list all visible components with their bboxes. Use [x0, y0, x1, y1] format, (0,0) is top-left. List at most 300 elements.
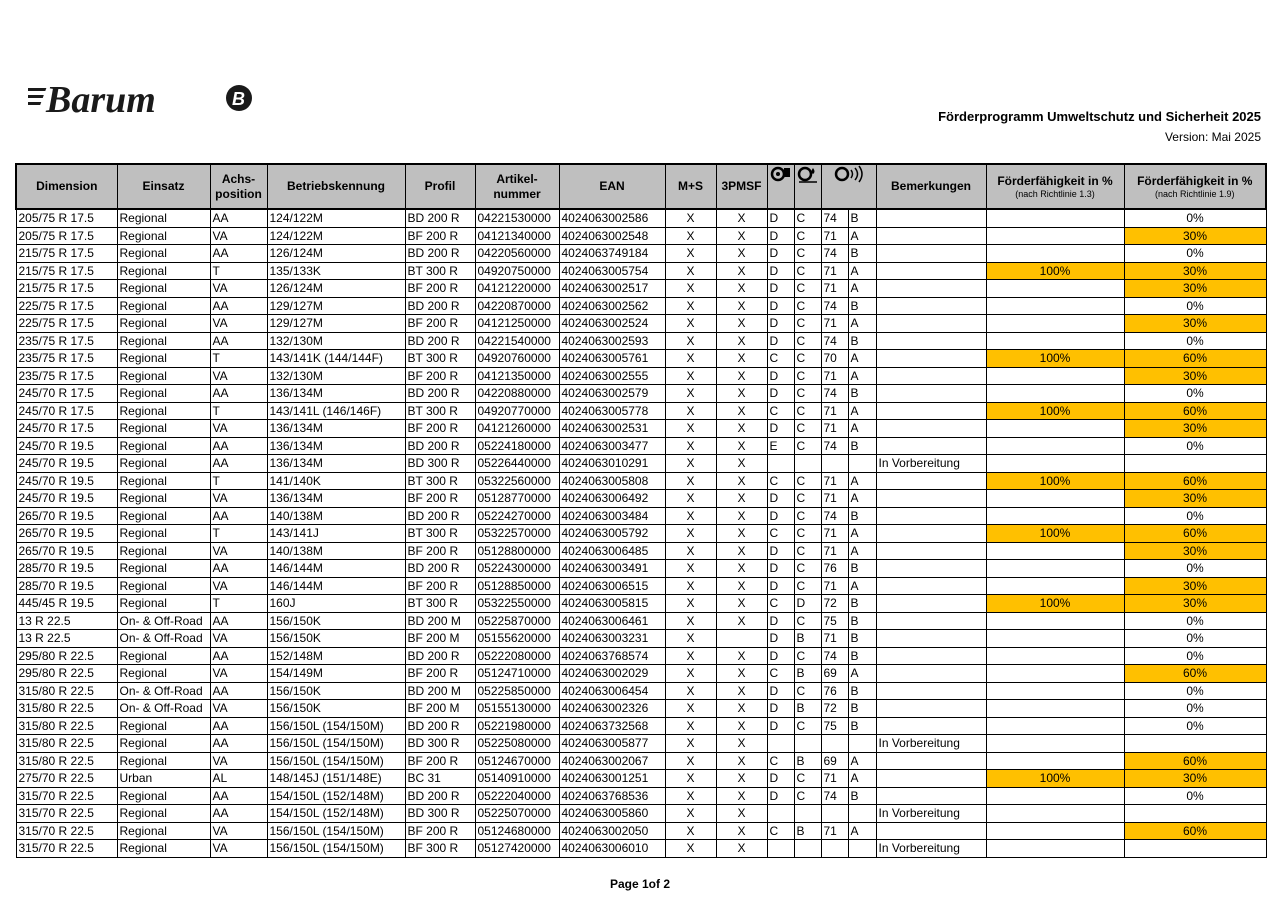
col-bemerkungen: Bemerkungen — [876, 164, 986, 209]
cell-profil: BF 200 R — [405, 420, 475, 438]
cell-bemerkungen — [876, 297, 986, 315]
cell-fuel-class: D — [767, 507, 794, 525]
cell-noise-db: 71 — [821, 402, 848, 420]
cell-einsatz: Regional — [117, 297, 210, 315]
cell-bemerkungen — [876, 752, 986, 770]
cell-betriebskennung: 154/150L (152/148M) — [267, 805, 405, 823]
col-achsposition — [210, 164, 267, 209]
cell-ean: 4024063003484 — [559, 507, 665, 525]
cell-noise-db: 74 — [821, 297, 848, 315]
cell-bemerkungen — [876, 787, 986, 805]
cell-wetgrip-class: B — [794, 630, 821, 648]
cell-profil: BF 200 R — [405, 367, 475, 385]
cell-artikelnummer: 04121340000 — [475, 227, 559, 245]
cell-einsatz: Regional — [117, 209, 210, 227]
cell-noise-class: A — [848, 367, 876, 385]
cell-betriebskennung: 156/150K — [267, 700, 405, 718]
cell-einsatz: Regional — [117, 350, 210, 368]
cell-ean: 4024063002548 — [559, 227, 665, 245]
col-ean: EAN — [559, 164, 665, 209]
cell-noise-db: 70 — [821, 350, 848, 368]
cell-wetgrip-class: C — [794, 682, 821, 700]
cell-betriebskennung: 129/127M — [267, 297, 405, 315]
cell-ms: X — [665, 402, 716, 420]
cell-bemerkungen — [876, 630, 986, 648]
cell-wetgrip-class: B — [794, 665, 821, 683]
cell-wetgrip-class: C — [794, 350, 821, 368]
cell-noise-class: B — [848, 560, 876, 578]
cell-artikelnummer: 05322560000 — [475, 472, 559, 490]
cell-dimension: 315/80 R 22.5 — [16, 682, 117, 700]
table-row — [16, 542, 1266, 560]
cell-artikelnummer: 05224180000 — [475, 437, 559, 455]
cell-noise-db: 71 — [821, 420, 848, 438]
cell-3pmsf: X — [716, 805, 767, 823]
cell-noise-class: B — [848, 647, 876, 665]
cell-profil: BF 200 R — [405, 280, 475, 298]
cell-ean: 4024063002067 — [559, 752, 665, 770]
cell-ean: 4024063003477 — [559, 437, 665, 455]
cell-achsposition: T — [210, 350, 267, 368]
cell-achsposition: AA — [210, 717, 267, 735]
cell-betriebskennung: 146/144M — [267, 560, 405, 578]
cell-dimension: 315/80 R 22.5 — [16, 752, 117, 770]
cell-foerder-19: 0% — [1124, 209, 1266, 227]
cell-foerder-19 — [1124, 735, 1266, 753]
cell-wetgrip-class: C — [794, 717, 821, 735]
cell-wetgrip-class: C — [794, 385, 821, 403]
cell-fuel-class: D — [767, 700, 794, 718]
cell-artikelnummer: 05224270000 — [475, 507, 559, 525]
cell-achsposition: AA — [210, 332, 267, 350]
cell-foerder-19 — [1124, 840, 1266, 858]
cell-ms: X — [665, 717, 716, 735]
cell-foerder-13 — [986, 209, 1124, 227]
table-row — [16, 840, 1266, 858]
table-row — [16, 665, 1266, 683]
cell-dimension: 245/70 R 17.5 — [16, 402, 117, 420]
cell-dimension: 215/75 R 17.5 — [16, 280, 117, 298]
cell-profil: BT 300 R — [405, 350, 475, 368]
cell-achsposition: T — [210, 595, 267, 613]
cell-ms: X — [665, 437, 716, 455]
cell-fuel-class: D — [767, 490, 794, 508]
cell-foerder-19: 0% — [1124, 682, 1266, 700]
cell-wetgrip-class: C — [794, 262, 821, 280]
cell-betriebskennung: 152/148M — [267, 647, 405, 665]
cell-bemerkungen — [876, 385, 986, 403]
cell-ean: 4024063002050 — [559, 822, 665, 840]
cell-3pmsf: X — [716, 280, 767, 298]
table-row — [16, 209, 1266, 227]
cell-dimension: 315/70 R 22.5 — [16, 805, 117, 823]
col-dimension: Dimension — [16, 164, 117, 209]
cell-fuel-class: C — [767, 665, 794, 683]
cell-ean: 4024063005877 — [559, 735, 665, 753]
tire-table — [15, 163, 1267, 858]
cell-achsposition: AA — [210, 507, 267, 525]
svg-text:B: B — [232, 89, 245, 109]
cell-foerder-13 — [986, 612, 1124, 630]
cell-bemerkungen — [876, 420, 986, 438]
cell-foerder-19: 0% — [1124, 437, 1266, 455]
cell-foerder-19: 0% — [1124, 332, 1266, 350]
cell-betriebskennung: 156/150L (154/150M) — [267, 735, 405, 753]
cell-artikelnummer: 05222080000 — [475, 647, 559, 665]
cell-profil: BT 300 R — [405, 402, 475, 420]
cell-noise-class: A — [848, 262, 876, 280]
cell-noise-class — [848, 735, 876, 753]
cell-fuel-class: C — [767, 822, 794, 840]
cell-ean: 4024063002531 — [559, 420, 665, 438]
cell-einsatz: Regional — [117, 595, 210, 613]
cell-achsposition: AA — [210, 647, 267, 665]
cell-bemerkungen — [876, 647, 986, 665]
cell-profil: BF 200 M — [405, 630, 475, 648]
cell-profil: BD 200 R — [405, 717, 475, 735]
cell-einsatz: Regional — [117, 455, 210, 473]
cell-achsposition: AA — [210, 437, 267, 455]
cell-ms: X — [665, 665, 716, 683]
noise-icon — [834, 165, 864, 183]
cell-noise-db: 71 — [821, 542, 848, 560]
cell-noise-db: 69 — [821, 752, 848, 770]
cell-betriebskennung: 154/150L (152/148M) — [267, 787, 405, 805]
cell-artikelnummer: 04121350000 — [475, 367, 559, 385]
cell-dimension: 225/75 R 17.5 — [16, 297, 117, 315]
cell-bemerkungen: In Vorbereitung — [876, 805, 986, 823]
cell-foerder-19: 0% — [1124, 245, 1266, 263]
col-foerder-13-note: (nach Richtlinie 1.3) — [1015, 188, 1095, 199]
cell-noise-class: B — [848, 507, 876, 525]
cell-foerder-19: 0% — [1124, 787, 1266, 805]
barum-logo — [28, 78, 258, 118]
cell-achsposition: VA — [210, 665, 267, 683]
cell-ean: 4024063002326 — [559, 700, 665, 718]
cell-noise-db: 71 — [821, 630, 848, 648]
cell-dimension: 275/70 R 22.5 — [16, 770, 117, 788]
cell-noise-class: A — [848, 472, 876, 490]
cell-foerder-19: 60% — [1124, 665, 1266, 683]
cell-ean: 4024063005761 — [559, 350, 665, 368]
col-betriebskennung: Betriebskennung — [267, 164, 405, 209]
cell-dimension: 285/70 R 19.5 — [16, 577, 117, 595]
cell-ms: X — [665, 332, 716, 350]
cell-artikelnummer: 05221980000 — [475, 717, 559, 735]
cell-wetgrip-class: C — [794, 402, 821, 420]
cell-wetgrip-class: C — [794, 315, 821, 333]
cell-fuel-class: D — [767, 577, 794, 595]
cell-noise-db — [821, 735, 848, 753]
cell-noise-db: 69 — [821, 665, 848, 683]
cell-wetgrip-class: C — [794, 770, 821, 788]
cell-foerder-19: 30% — [1124, 367, 1266, 385]
cell-fuel-class: D — [767, 280, 794, 298]
cell-3pmsf: X — [716, 612, 767, 630]
cell-einsatz: Regional — [117, 420, 210, 438]
cell-einsatz: On- & Off-Road — [117, 700, 210, 718]
cell-foerder-13 — [986, 420, 1124, 438]
col-einsatz: Einsatz — [117, 164, 210, 209]
cell-bemerkungen — [876, 209, 986, 227]
cell-achsposition: T — [210, 472, 267, 490]
cell-noise-class: A — [848, 542, 876, 560]
cell-achsposition: VA — [210, 315, 267, 333]
cell-artikelnummer: 05225070000 — [475, 805, 559, 823]
cell-ean: 4024063002562 — [559, 297, 665, 315]
cell-artikelnummer: 04221530000 — [475, 209, 559, 227]
cell-fuel-class: D — [767, 647, 794, 665]
cell-achsposition: AA — [210, 560, 267, 578]
cell-wetgrip-class: C — [794, 209, 821, 227]
cell-bemerkungen: In Vorbereitung — [876, 455, 986, 473]
table-row — [16, 787, 1266, 805]
cell-betriebskennung: 126/124M — [267, 280, 405, 298]
cell-foerder-19: 30% — [1124, 227, 1266, 245]
cell-noise-class: A — [848, 402, 876, 420]
cell-betriebskennung: 135/133K — [267, 262, 405, 280]
cell-ms: X — [665, 700, 716, 718]
svg-text:Barum: Barum — [46, 79, 156, 118]
cell-profil: BD 300 R — [405, 805, 475, 823]
cell-betriebskennung: 136/134M — [267, 420, 405, 438]
cell-fuel-class: D — [767, 420, 794, 438]
cell-foerder-13 — [986, 630, 1124, 648]
cell-noise-class: B — [848, 385, 876, 403]
cell-bemerkungen — [876, 577, 986, 595]
cell-einsatz: Regional — [117, 280, 210, 298]
cell-einsatz: On- & Off-Road — [117, 630, 210, 648]
cell-foerder-19: 30% — [1124, 595, 1266, 613]
cell-noise-class: B — [848, 682, 876, 700]
cell-fuel-class: D — [767, 682, 794, 700]
cell-noise-db: 71 — [821, 472, 848, 490]
cell-einsatz: Regional — [117, 227, 210, 245]
cell-ms: X — [665, 805, 716, 823]
cell-fuel-class: D — [767, 560, 794, 578]
cell-dimension: 315/80 R 22.5 — [16, 717, 117, 735]
cell-fuel-class: D — [767, 787, 794, 805]
cell-foerder-19: 30% — [1124, 280, 1266, 298]
cell-bemerkungen — [876, 717, 986, 735]
cell-ms: X — [665, 472, 716, 490]
cell-betriebskennung: 156/150K — [267, 612, 405, 630]
cell-ean: 4024063006010 — [559, 840, 665, 858]
cell-ean: 4024063002579 — [559, 385, 665, 403]
cell-ms: X — [665, 490, 716, 508]
cell-3pmsf: X — [716, 297, 767, 315]
cell-betriebskennung: 143/141J — [267, 525, 405, 543]
cell-ms: X — [665, 367, 716, 385]
cell-ean: 4024063005815 — [559, 595, 665, 613]
cell-bemerkungen — [876, 350, 986, 368]
cell-profil: BC 31 — [405, 770, 475, 788]
cell-bemerkungen — [876, 245, 986, 263]
cell-profil: BF 200 R — [405, 227, 475, 245]
cell-foerder-19: 60% — [1124, 822, 1266, 840]
cell-achsposition: T — [210, 402, 267, 420]
cell-noise-db: 71 — [821, 227, 848, 245]
cell-foerder-19: 60% — [1124, 752, 1266, 770]
cell-einsatz: Regional — [117, 787, 210, 805]
cell-bemerkungen — [876, 402, 986, 420]
cell-dimension: 445/45 R 19.5 — [16, 595, 117, 613]
cell-ms: X — [665, 822, 716, 840]
cell-ean: 4024063002517 — [559, 280, 665, 298]
cell-achsposition: AL — [210, 770, 267, 788]
cell-bemerkungen — [876, 560, 986, 578]
cell-bemerkungen: In Vorbereitung — [876, 735, 986, 753]
cell-noise-db — [821, 840, 848, 858]
cell-betriebskennung: 146/144M — [267, 577, 405, 595]
cell-noise-db — [821, 455, 848, 473]
table-row — [16, 332, 1266, 350]
cell-bemerkungen — [876, 525, 986, 543]
cell-bemerkungen — [876, 472, 986, 490]
cell-3pmsf: X — [716, 262, 767, 280]
cell-artikelnummer: 04121250000 — [475, 315, 559, 333]
cell-wetgrip-class: C — [794, 525, 821, 543]
fuel-efficiency-icon — [770, 165, 792, 183]
cell-noise-db: 71 — [821, 262, 848, 280]
cell-foerder-13 — [986, 245, 1124, 263]
cell-fuel-class — [767, 735, 794, 753]
cell-betriebskennung: 129/127M — [267, 315, 405, 333]
cell-achsposition: T — [210, 525, 267, 543]
col-3pmsf: 3PMSF — [716, 164, 767, 209]
cell-dimension: 245/70 R 19.5 — [16, 472, 117, 490]
cell-einsatz: Urban — [117, 770, 210, 788]
cell-profil: BF 300 R — [405, 840, 475, 858]
cell-3pmsf: X — [716, 595, 767, 613]
cell-ms: X — [665, 209, 716, 227]
cell-noise-class: A — [848, 770, 876, 788]
cell-artikelnummer: 05225870000 — [475, 612, 559, 630]
cell-noise-db: 76 — [821, 560, 848, 578]
cell-artikelnummer: 04221540000 — [475, 332, 559, 350]
col-foerder-19-label: Förderfähigkeit in % — [1137, 173, 1253, 188]
cell-ean: 4024063005754 — [559, 262, 665, 280]
cell-noise-db: 71 — [821, 577, 848, 595]
cell-bemerkungen — [876, 227, 986, 245]
cell-foerder-13: 100% — [986, 262, 1124, 280]
cell-artikelnummer: 04920750000 — [475, 262, 559, 280]
cell-artikelnummer: 04220870000 — [475, 297, 559, 315]
cell-artikelnummer: 05127420000 — [475, 840, 559, 858]
cell-artikelnummer: 05128800000 — [475, 542, 559, 560]
cell-achsposition: VA — [210, 630, 267, 648]
cell-foerder-13: 100% — [986, 525, 1124, 543]
cell-3pmsf: X — [716, 525, 767, 543]
col-achs-line2: position — [215, 186, 262, 201]
cell-betriebskennung: 148/145J (151/148E) — [267, 770, 405, 788]
col-profil: Profil — [405, 164, 475, 209]
cell-fuel-class: C — [767, 595, 794, 613]
cell-foerder-19: 30% — [1124, 315, 1266, 333]
cell-ean: 4024063006454 — [559, 682, 665, 700]
cell-einsatz: On- & Off-Road — [117, 682, 210, 700]
cell-profil: BF 200 R — [405, 542, 475, 560]
cell-noise-class: A — [848, 577, 876, 595]
cell-ms: X — [665, 507, 716, 525]
cell-profil: BD 300 R — [405, 735, 475, 753]
cell-achsposition: AA — [210, 385, 267, 403]
cell-noise-db: 71 — [821, 367, 848, 385]
col-fuel — [767, 164, 794, 209]
cell-foerder-13 — [986, 700, 1124, 718]
cell-3pmsf: X — [716, 507, 767, 525]
cell-profil: BD 200 R — [405, 560, 475, 578]
cell-einsatz: Regional — [117, 752, 210, 770]
cell-wetgrip-class: B — [794, 752, 821, 770]
cell-profil: BD 200 R — [405, 209, 475, 227]
cell-achsposition: VA — [210, 420, 267, 438]
cell-ms: X — [665, 227, 716, 245]
table-row — [16, 612, 1266, 630]
cell-noise-db: 72 — [821, 700, 848, 718]
cell-betriebskennung: 156/150L (154/150M) — [267, 840, 405, 858]
cell-fuel-class: D — [767, 542, 794, 560]
cell-einsatz: Regional — [117, 717, 210, 735]
cell-noise-db: 76 — [821, 682, 848, 700]
cell-noise-db: 71 — [821, 525, 848, 543]
cell-bemerkungen: In Vorbereitung — [876, 840, 986, 858]
cell-einsatz: Regional — [117, 315, 210, 333]
cell-dimension: 235/75 R 17.5 — [16, 332, 117, 350]
cell-wetgrip-class: C — [794, 507, 821, 525]
cell-betriebskennung: 136/134M — [267, 437, 405, 455]
cell-wetgrip-class — [794, 805, 821, 823]
cell-ean: 4024063001251 — [559, 770, 665, 788]
cell-achsposition: AA — [210, 245, 267, 263]
cell-artikelnummer: 05124680000 — [475, 822, 559, 840]
cell-ean: 4024063002524 — [559, 315, 665, 333]
table-row — [16, 700, 1266, 718]
cell-foerder-19: 0% — [1124, 612, 1266, 630]
col-artikelnummer — [475, 164, 559, 209]
cell-betriebskennung: 143/141K (144/144F) — [267, 350, 405, 368]
col-artikel-line1: Artikel- — [496, 171, 538, 186]
cell-noise-class: A — [848, 420, 876, 438]
cell-artikelnummer: 04920760000 — [475, 350, 559, 368]
cell-ms: X — [665, 787, 716, 805]
cell-dimension: 13 R 22.5 — [16, 612, 117, 630]
cell-artikelnummer: 05322570000 — [475, 525, 559, 543]
table-header — [16, 164, 1266, 209]
cell-foerder-19: 30% — [1124, 262, 1266, 280]
cell-wetgrip-class: C — [794, 647, 821, 665]
cell-achsposition: AA — [210, 735, 267, 753]
cell-ms: X — [665, 262, 716, 280]
cell-profil: BD 200 R — [405, 332, 475, 350]
page-title: Förderprogramm Umweltschutz und Sicherheit 2025 — [938, 109, 1261, 124]
table-row — [16, 525, 1266, 543]
cell-ms: X — [665, 595, 716, 613]
cell-noise-db: 74 — [821, 787, 848, 805]
cell-artikelnummer: 04220880000 — [475, 385, 559, 403]
cell-wetgrip-class: D — [794, 595, 821, 613]
table-row — [16, 682, 1266, 700]
cell-achsposition: VA — [210, 367, 267, 385]
cell-ms: X — [665, 420, 716, 438]
cell-bemerkungen — [876, 262, 986, 280]
cell-artikelnummer: 05225850000 — [475, 682, 559, 700]
table-row — [16, 472, 1266, 490]
cell-dimension: 315/80 R 22.5 — [16, 700, 117, 718]
cell-wetgrip-class: C — [794, 472, 821, 490]
col-foerder-13-label: Förderfähigkeit in % — [997, 173, 1113, 188]
cell-3pmsf: X — [716, 245, 767, 263]
